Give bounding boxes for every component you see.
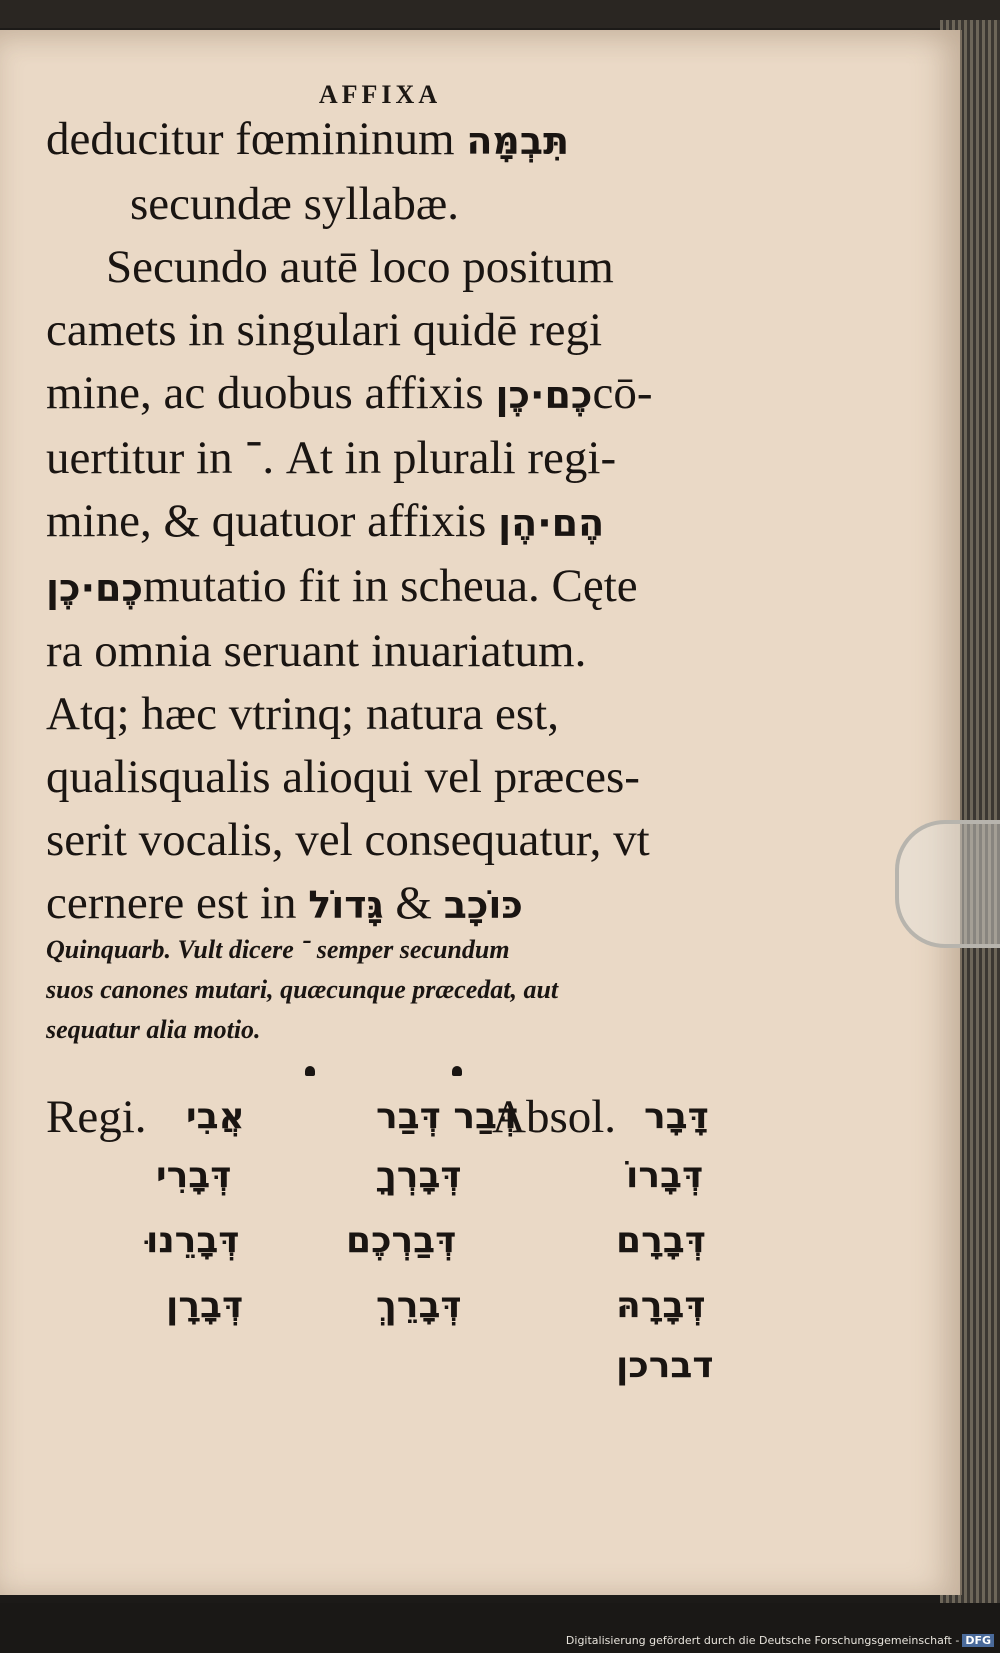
text-line-5-tail: cō- xyxy=(592,367,653,419)
paradigm-cell: דְּבָרֵךְ xyxy=(376,1285,462,1326)
text-line-1-hebrew: תִּבְמָּה xyxy=(466,119,570,163)
text-line-6 xyxy=(46,427,736,490)
text-line-7 xyxy=(46,490,736,555)
paradigm-cell: דברכן xyxy=(616,1345,714,1386)
main-text xyxy=(46,108,736,937)
scan-background-top xyxy=(0,0,1000,28)
text-line-3-latin: Secundo autē loco positum xyxy=(106,241,614,293)
note-line-3: sequatur alia motio. xyxy=(46,1015,261,1044)
text-line-8 xyxy=(46,555,736,620)
regi-label: Regi. xyxy=(46,1091,147,1143)
paradigm-row xyxy=(46,1220,736,1280)
text-line-5 xyxy=(46,362,736,427)
text-line-10-latin: Atq; hæc vtrinq; natura est, xyxy=(46,688,559,740)
text-line-13-latin: cernere est in xyxy=(46,877,297,929)
paradigm-cell: אֲבִי xyxy=(186,1096,245,1137)
text-line-9 xyxy=(46,620,736,683)
paradigm-cell: דְּבָרָהּ xyxy=(616,1285,706,1326)
paradigm-cell: דְּבָרָן xyxy=(166,1285,244,1326)
text-line-13-hebrew-1: גָּדוֹל xyxy=(308,883,384,927)
text-line-11-latin: qualisqualis alioqui vel præces- xyxy=(46,751,640,803)
text-line-1 xyxy=(46,108,736,173)
paradigm-row xyxy=(46,1345,736,1405)
text-line-13-hebrew-2: כּוֹכָב xyxy=(443,883,523,927)
paradigm-row xyxy=(46,1285,736,1345)
note-line-2: suos canones mutari, quæcunque præcedat, aut xyxy=(46,975,559,1004)
credit-text: Digitalisierung gefördert durch die Deutsche Forschungsgemeinschaft - xyxy=(565,1634,960,1647)
ornament-dot xyxy=(305,1066,315,1076)
paradigm-cell: דְּבָרְךָ xyxy=(376,1155,462,1196)
text-line-13-ampersand: & xyxy=(395,877,432,929)
text-line-9-latin: ra omnia seruant inuariatum. xyxy=(46,625,587,677)
text-line-10 xyxy=(46,683,736,746)
text-line-4-latin: camets in singulari quidē regi xyxy=(46,304,603,356)
digitization-credit xyxy=(566,1634,994,1647)
page-clip xyxy=(895,820,1000,948)
marginal-note xyxy=(46,930,736,1050)
paradigm-row xyxy=(46,1155,736,1215)
text-line-12 xyxy=(46,809,736,872)
paradigm-row xyxy=(46,1090,736,1150)
text-line-6-latin: uertitur in ־. At in plurali regi- xyxy=(46,432,617,484)
paradigm-cell: דְּבָרָם xyxy=(616,1220,706,1261)
running-head: AFFIXA xyxy=(318,80,442,109)
text-line-13 xyxy=(46,872,736,937)
note-line-1: Quinquarb. Vult dicere ־ semper secundum xyxy=(46,935,510,964)
text-line-12-latin: serit vocalis, vel consequatur, vt xyxy=(46,814,650,866)
text-line-8-latin: mutatio fit in scheua. Cęte xyxy=(143,560,638,612)
paradigm-cell: דָּבָר xyxy=(644,1096,709,1137)
absol-label: Absol. xyxy=(492,1091,617,1143)
text-line-3 xyxy=(46,236,736,299)
text-line-2 xyxy=(46,173,736,236)
dfg-logo: DFG xyxy=(962,1634,994,1647)
text-line-5-hebrew: כֶם·כֶן xyxy=(495,373,593,417)
ornament-dot xyxy=(452,1066,462,1076)
text-line-2-latin: secundæ syllabæ. xyxy=(130,178,459,230)
text-line-5-latin: mine, ac duobus affixis xyxy=(46,367,484,419)
paradigm-cell: דְּבַר דְּבַר xyxy=(376,1096,519,1137)
text-line-11 xyxy=(46,746,736,809)
paradigm-cell: דְּבַרְכֶם xyxy=(346,1220,457,1261)
paradigm-cell: דְּבָרֵנוּ xyxy=(146,1220,240,1261)
text-line-7-latin: mine, & quatuor affixis xyxy=(46,495,487,547)
text-line-4 xyxy=(46,299,736,362)
paradigm-cell: דְּבָרִי xyxy=(156,1155,232,1196)
text-line-7-hebrew: הֶם·הֶן xyxy=(498,501,605,545)
text-line-8-hebrew: כֶם·כֶן xyxy=(46,566,143,610)
text-line-1-latin: deducitur fœmininum xyxy=(46,113,455,165)
paradigm-cell: דְּבָרוֹ xyxy=(626,1155,704,1196)
